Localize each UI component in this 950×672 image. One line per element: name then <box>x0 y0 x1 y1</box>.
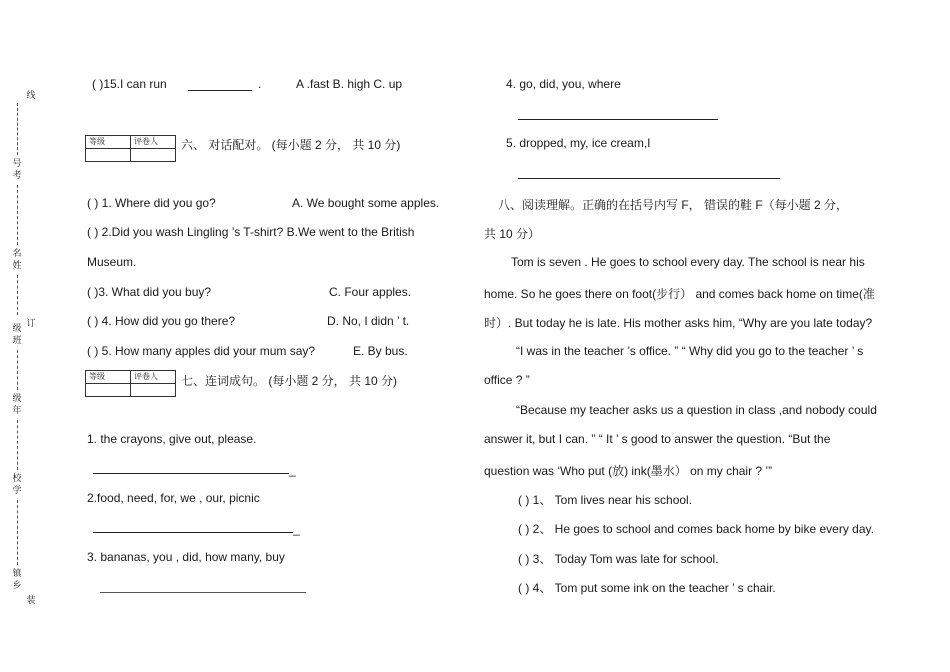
section8-title-line1: 八、阅读理解。正确的在括号内写 F， 错误的鞋 F（每小题 2 分， <box>498 198 849 212</box>
s7-answer-line-3[interactable] <box>100 592 306 593</box>
passage-line-7: answer it, but I can. ” “ It ’ s good to answer the question. “But the <box>484 432 831 446</box>
q15-options: A .fast B. high C. up <box>296 77 403 91</box>
margin-dash <box>17 103 20 155</box>
grader-label: 评卷人 <box>131 371 176 384</box>
margin-dash <box>17 185 20 245</box>
margin-dash <box>17 420 20 470</box>
grade-cell[interactable] <box>86 384 131 397</box>
section7-title: 七、连词成句。 (每小题 2 分， 共 10 分) <box>181 374 398 388</box>
margin-label-xian: 线 <box>26 90 36 100</box>
s6-row4-q: ( ) 4. How did you go there? <box>87 314 236 328</box>
margin-dash <box>17 350 20 390</box>
margin-label-xing: 姓 <box>12 260 22 270</box>
s6-row5-q: ( ) 5. How many apples did your mum say? <box>87 344 316 358</box>
grader-label: 评卷人 <box>131 136 176 149</box>
s7-item4: 4. go, did, you, where <box>506 77 621 91</box>
margin-label-ji: 级 <box>12 323 22 333</box>
s6-row3-a: C. Four apples. <box>329 285 412 299</box>
grader-cell[interactable] <box>131 384 176 397</box>
margin-dash <box>17 500 20 565</box>
margin-label-nian: 年 <box>12 405 22 415</box>
margin-label-xue: 学 <box>12 485 22 495</box>
s7-item2: 2.food, need, for, we , our, picnic <box>87 491 260 505</box>
grade-label: 等级 <box>86 136 131 149</box>
passage-line-4: “I was in the teacher ’s office. ” “ Why did you go to the teacher ’ s <box>516 344 864 358</box>
s6-row1-a: A. We bought some apples. <box>292 196 440 210</box>
s7-underscore: _ <box>293 522 300 536</box>
s7-answer-line-2[interactable] <box>93 532 293 533</box>
s7-answer-line-1[interactable] <box>93 473 289 474</box>
passage-line-3: 时）. But today he is late. His mother asks him, “Why are you late today? <box>484 316 873 330</box>
margin-label-kao: 考 <box>12 170 22 180</box>
section6-title: 六、 对话配对。 (每小题 2 分， 共 10 分) <box>181 138 401 152</box>
grade-cell[interactable] <box>86 149 131 162</box>
grade-table-6 <box>85 135 176 162</box>
margin-label-ming: 名 <box>12 248 22 258</box>
s7-answer-line-5[interactable] <box>518 178 780 179</box>
margin-label-zhuang: 装 <box>26 595 36 605</box>
s7-underscore: _ <box>289 463 296 477</box>
s6-row3-q: ( )3. What did you buy? <box>87 285 212 299</box>
passage-line-1: Tom is seven . He goes to school every day. The school is near his <box>511 255 865 269</box>
margin-label-ban: 班 <box>12 335 22 345</box>
s6-row5-a: E. By bus. <box>353 344 408 358</box>
s7-item1: 1. the crayons, give out, please. <box>87 432 257 446</box>
passage-line-6: “Because my teacher asks us a question in class ,and nobody could <box>516 403 877 417</box>
margin-label-xiang: 乡 <box>12 580 22 590</box>
q15-answer-blank[interactable] <box>188 90 252 91</box>
grade-label: 等级 <box>86 371 131 384</box>
margin-dash <box>17 275 20 315</box>
s6-row2-cont: Museum. <box>87 255 137 269</box>
s7-answer-line-4[interactable] <box>518 119 718 120</box>
margin-label-hao: 号 <box>12 158 22 168</box>
s7-item5: 5. dropped, my, ice cream,I <box>506 136 651 150</box>
grader-cell[interactable] <box>131 149 176 162</box>
passage-line-8: question was ‘Who put (放) ink(墨水） on my chair ? ’” <box>484 464 773 478</box>
margin-label-zhen: 镇 <box>12 568 22 578</box>
q15-period: . <box>258 77 262 91</box>
passage-line-2: home. So he goes there on foot(步行） and comes back home on time(准 <box>484 287 875 301</box>
judgement-3: ( ) 3、 Today Tom was late for school. <box>518 552 719 566</box>
judgement-4: ( ) 4、 Tom put some ink on the teacher ’ s chair. <box>518 581 776 595</box>
judgement-2: ( ) 2、 He goes to school and comes back home by bike every day. <box>518 522 874 536</box>
q15-text: ( )15.I can run <box>92 77 167 91</box>
s6-row2-q: ( ) 2.Did you wash Lingling ’s T-shirt? B.We went to the British <box>87 225 415 239</box>
s7-item3: 3. bananas, you , did, how many, buy <box>87 550 285 564</box>
section8-title-line2: 共 10 分） <box>484 227 541 241</box>
s6-row4-a: D. No, I didn ’ t. <box>327 314 410 328</box>
margin-label-ding: 订 <box>26 318 36 328</box>
margin-label-xiao: 校 <box>12 473 22 483</box>
margin-label-ji2: 级 <box>12 393 22 403</box>
grade-table-7 <box>85 370 176 397</box>
s6-row1-q: ( ) 1. Where did you go? <box>87 196 216 210</box>
passage-line-5: office ? ” <box>484 373 530 387</box>
judgement-1: ( ) 1、 Tom lives near his school. <box>518 493 693 507</box>
